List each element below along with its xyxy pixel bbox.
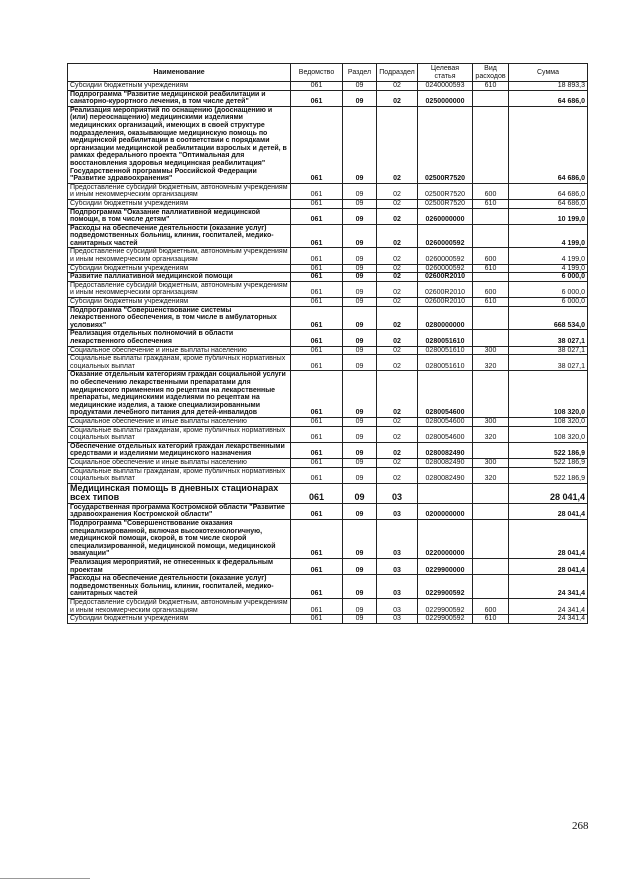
cell-dept: 061 xyxy=(291,483,343,503)
cell-name: Субсидии бюджетным учреждениям xyxy=(68,264,291,273)
header-kind: Вид расходов xyxy=(473,64,509,82)
cell-sum: 64 686,0 xyxy=(509,183,588,199)
table-row xyxy=(68,442,588,458)
cell-target xyxy=(418,483,473,503)
cell-subsection: 03 xyxy=(377,599,418,615)
cell-target: 0280051610 xyxy=(418,346,473,355)
cell-dept: 061 xyxy=(291,199,343,208)
cell-section: 09 xyxy=(343,224,377,248)
cell-dept: 061 xyxy=(291,90,343,106)
cell-name: Предоставление субсидий бюджетным, автономным учреждениям и иным некоммерческим организациям xyxy=(68,599,291,615)
cell-section: 09 xyxy=(343,306,377,330)
cell-subsection: 03 xyxy=(377,615,418,624)
cell-dept: 061 xyxy=(291,599,343,615)
cell-section: 09 xyxy=(343,442,377,458)
cell-sum: 108 320,0 xyxy=(509,417,588,426)
cell-sum: 24 341,4 xyxy=(509,615,588,624)
table-row xyxy=(68,199,588,208)
cell-target: 0260000592 xyxy=(418,264,473,273)
cell-kind: 600 xyxy=(473,599,509,615)
cell-target: 0280082490 xyxy=(418,458,473,467)
table-row xyxy=(68,417,588,426)
cell-target: 0260000000 xyxy=(418,208,473,224)
cell-dept: 061 xyxy=(291,615,343,624)
scan-mark xyxy=(0,878,90,879)
cell-target: 0260000592 xyxy=(418,224,473,248)
cell-section: 09 xyxy=(343,208,377,224)
cell-target: 0240000593 xyxy=(418,82,473,91)
table-row xyxy=(68,82,588,91)
cell-subsection: 02 xyxy=(377,208,418,224)
cell-name: Оказание отдельным категориям граждан социальной услуги по обеспечению лекарственными препаратами для медицинского применения по рецептам на лекарственные препараты, медицинскими изделиями по рецептам на медицинские изделия, а также специализированными продуктами лечебного питания для детей-инвалидов xyxy=(68,371,291,418)
cell-target: 0250000000 xyxy=(418,90,473,106)
table-row xyxy=(68,355,588,371)
cell-dept: 061 xyxy=(291,248,343,264)
cell-kind: 320 xyxy=(473,355,509,371)
cell-target: 0280082490 xyxy=(418,467,473,483)
cell-subsection: 03 xyxy=(377,575,418,599)
cell-dept: 061 xyxy=(291,520,343,559)
cell-dept: 061 xyxy=(291,208,343,224)
cell-sum: 6 000,0 xyxy=(509,273,588,282)
cell-name: Подпрограмма "Развитие медицинской реабилитации и санаторно-курортного лечения, в том числе детей" xyxy=(68,90,291,106)
cell-kind xyxy=(473,483,509,503)
cell-target: 0280054600 xyxy=(418,371,473,418)
cell-subsection: 02 xyxy=(377,298,418,307)
cell-name: Подпрограмма "Оказание паллиативной медицинской помощи, в том числе детям" xyxy=(68,208,291,224)
cell-sum: 4 199,0 xyxy=(509,248,588,264)
cell-subsection: 02 xyxy=(377,371,418,418)
cell-kind xyxy=(473,224,509,248)
cell-kind xyxy=(473,330,509,346)
cell-sum: 108 320,0 xyxy=(509,371,588,418)
table-row xyxy=(68,90,588,106)
cell-name: Подпрограмма "Совершенствование системы лекарственного обеспечения, в том числе в амбулаторных условиях" xyxy=(68,306,291,330)
cell-sum: 28 041,4 xyxy=(509,503,588,519)
cell-kind: 320 xyxy=(473,426,509,442)
cell-section: 09 xyxy=(343,346,377,355)
cell-section: 09 xyxy=(343,90,377,106)
cell-kind: 610 xyxy=(473,264,509,273)
cell-section: 09 xyxy=(343,183,377,199)
cell-sum: 522 186,9 xyxy=(509,458,588,467)
cell-subsection: 02 xyxy=(377,281,418,297)
table-row xyxy=(68,559,588,575)
cell-name: Предоставление субсидий бюджетным, автономным учреждениям и иным некоммерческим организациям xyxy=(68,281,291,297)
cell-name: Предоставление субсидий бюджетным, автономным учреждениям и иным некоммерческим организациям xyxy=(68,248,291,264)
cell-sum: 64 686,0 xyxy=(509,90,588,106)
table-row xyxy=(68,467,588,483)
cell-sum: 10 199,0 xyxy=(509,208,588,224)
cell-section: 09 xyxy=(343,273,377,282)
header-dept: Ведомство xyxy=(291,64,343,82)
cell-name: Развитие паллиативной медицинской помощи xyxy=(68,273,291,282)
cell-kind xyxy=(473,503,509,519)
header-sum: Сумма xyxy=(509,64,588,82)
cell-section: 09 xyxy=(343,248,377,264)
cell-dept: 061 xyxy=(291,281,343,297)
cell-subsection: 02 xyxy=(377,224,418,248)
cell-name: Социальное обеспечение и иные выплаты населению xyxy=(68,346,291,355)
cell-sum: 108 320,0 xyxy=(509,426,588,442)
cell-kind: 610 xyxy=(473,82,509,91)
cell-section: 09 xyxy=(343,467,377,483)
cell-section: 09 xyxy=(343,520,377,559)
table-row xyxy=(68,264,588,273)
cell-kind xyxy=(473,106,509,183)
cell-subsection: 02 xyxy=(377,467,418,483)
table-row xyxy=(68,575,588,599)
cell-kind: 600 xyxy=(473,183,509,199)
cell-section: 09 xyxy=(343,330,377,346)
cell-target: 02500R7520 xyxy=(418,106,473,183)
table-row xyxy=(68,306,588,330)
cell-subsection: 02 xyxy=(377,199,418,208)
cell-target: 0229900592 xyxy=(418,615,473,624)
cell-target: 02500R7520 xyxy=(418,183,473,199)
cell-subsection: 02 xyxy=(377,306,418,330)
cell-sum: 38 027,1 xyxy=(509,330,588,346)
cell-section: 09 xyxy=(343,281,377,297)
cell-section: 09 xyxy=(343,298,377,307)
cell-kind: 610 xyxy=(473,298,509,307)
table-row xyxy=(68,615,588,624)
table-row xyxy=(68,346,588,355)
table-row xyxy=(68,224,588,248)
table-body xyxy=(68,82,588,624)
cell-name: Государственная программа Костромской области "Развитие здравоохранения Костромской области" xyxy=(68,503,291,519)
cell-kind: 600 xyxy=(473,248,509,264)
cell-section: 09 xyxy=(343,417,377,426)
cell-name: Субсидии бюджетным учреждениям xyxy=(68,615,291,624)
cell-subsection: 02 xyxy=(377,355,418,371)
cell-target: 0229900592 xyxy=(418,575,473,599)
cell-kind xyxy=(473,520,509,559)
cell-section: 09 xyxy=(343,355,377,371)
table-row xyxy=(68,503,588,519)
cell-target: 0280000000 xyxy=(418,306,473,330)
cell-subsection: 02 xyxy=(377,417,418,426)
cell-kind xyxy=(473,575,509,599)
cell-name: Социальное обеспечение и иные выплаты населению xyxy=(68,417,291,426)
table-row xyxy=(68,520,588,559)
cell-name: Реализация отдельных полномочий в области лекарственного обеспечения xyxy=(68,330,291,346)
cell-dept: 061 xyxy=(291,306,343,330)
cell-kind xyxy=(473,559,509,575)
cell-dept: 061 xyxy=(291,355,343,371)
cell-section: 09 xyxy=(343,615,377,624)
cell-section: 09 xyxy=(343,458,377,467)
page-number: 268 xyxy=(572,820,589,832)
cell-name: Субсидии бюджетным учреждениям xyxy=(68,82,291,91)
cell-subsection: 03 xyxy=(377,503,418,519)
cell-name: Социальные выплаты гражданам, кроме публичных нормативных социальных выплат xyxy=(68,426,291,442)
cell-kind: 610 xyxy=(473,615,509,624)
cell-name: Медицинская помощь в дневных стационарах всех типов xyxy=(68,483,291,503)
cell-dept: 061 xyxy=(291,426,343,442)
cell-subsection: 02 xyxy=(377,442,418,458)
cell-kind: 300 xyxy=(473,417,509,426)
cell-dept: 061 xyxy=(291,371,343,418)
cell-subsection: 02 xyxy=(377,264,418,273)
cell-name: Социальные выплаты гражданам, кроме публичных нормативных социальных выплат xyxy=(68,467,291,483)
cell-name: Расходы на обеспечение деятельности (оказание услуг) подведомственных больниц, клиник, госпиталей, медико-санитарных частей xyxy=(68,224,291,248)
cell-section: 09 xyxy=(343,371,377,418)
cell-name: Предоставление субсидий бюджетным, автономным учреждениям и иным некоммерческим организациям xyxy=(68,183,291,199)
cell-kind xyxy=(473,273,509,282)
cell-sum: 522 186,9 xyxy=(509,442,588,458)
table-row xyxy=(68,106,588,183)
header-name: Наименование xyxy=(68,64,291,82)
table-row xyxy=(68,273,588,282)
cell-sum: 6 000,0 xyxy=(509,298,588,307)
cell-subsection: 02 xyxy=(377,273,418,282)
cell-dept: 061 xyxy=(291,106,343,183)
cell-target: 02600R2010 xyxy=(418,281,473,297)
cell-name: Подпрограмма "Совершенствование оказания специализированной, включая высокотехнологичную, медицинской помощи, скорой, в том числе скорой специализированной, медицинской помощи, медицинской эвакуации" xyxy=(68,520,291,559)
cell-kind: 320 xyxy=(473,467,509,483)
cell-sum: 28 041,4 xyxy=(509,483,588,503)
cell-target: 0229900000 xyxy=(418,559,473,575)
cell-dept: 061 xyxy=(291,224,343,248)
cell-kind: 610 xyxy=(473,199,509,208)
cell-sum: 28 041,4 xyxy=(509,520,588,559)
cell-subsection: 02 xyxy=(377,248,418,264)
table-row xyxy=(68,458,588,467)
cell-target: 0260000592 xyxy=(418,248,473,264)
cell-name: Расходы на обеспечение деятельности (оказание услуг) подведомственных больниц, клиник, госпиталей, медико-санитарных частей xyxy=(68,575,291,599)
cell-name: Обеспечение отдельных категорий граждан лекарственными средствами и изделиями медицинского назначения xyxy=(68,442,291,458)
cell-kind: 300 xyxy=(473,346,509,355)
cell-subsection: 02 xyxy=(377,458,418,467)
cell-sum: 38 027,1 xyxy=(509,355,588,371)
budget-table xyxy=(67,63,588,624)
cell-dept: 061 xyxy=(291,273,343,282)
cell-section: 09 xyxy=(343,575,377,599)
cell-subsection: 02 xyxy=(377,426,418,442)
cell-name: Реализация мероприятий, не отнесенных к федеральным проектам xyxy=(68,559,291,575)
cell-section: 09 xyxy=(343,599,377,615)
cell-target: 0280082490 xyxy=(418,442,473,458)
cell-section: 09 xyxy=(343,426,377,442)
cell-section: 09 xyxy=(343,559,377,575)
cell-target: 02500R7520 xyxy=(418,199,473,208)
cell-dept: 061 xyxy=(291,298,343,307)
cell-name: Социальные выплаты гражданам, кроме публичных нормативных социальных выплат xyxy=(68,355,291,371)
cell-dept: 061 xyxy=(291,503,343,519)
table-header-row xyxy=(68,64,588,82)
cell-dept: 061 xyxy=(291,417,343,426)
cell-sum: 24 341,4 xyxy=(509,575,588,599)
cell-sum: 38 027,1 xyxy=(509,346,588,355)
cell-section: 09 xyxy=(343,82,377,91)
header-section: Раздел xyxy=(343,64,377,82)
cell-section: 09 xyxy=(343,106,377,183)
cell-target: 0280054600 xyxy=(418,417,473,426)
cell-section: 09 xyxy=(343,264,377,273)
cell-kind xyxy=(473,90,509,106)
cell-sum: 24 341,4 xyxy=(509,599,588,615)
cell-dept: 061 xyxy=(291,330,343,346)
cell-subsection: 02 xyxy=(377,183,418,199)
cell-target: 0280054600 xyxy=(418,426,473,442)
cell-dept: 061 xyxy=(291,264,343,273)
cell-dept: 061 xyxy=(291,82,343,91)
header-subsection: Подраздел xyxy=(377,64,418,82)
table-row xyxy=(68,483,588,503)
header-target: Целевая статья xyxy=(418,64,473,82)
table-row xyxy=(68,426,588,442)
table-row xyxy=(68,208,588,224)
cell-kind xyxy=(473,208,509,224)
table-row xyxy=(68,599,588,615)
cell-target: 0220000000 xyxy=(418,520,473,559)
cell-subsection: 03 xyxy=(377,520,418,559)
cell-sum: 4 199,0 xyxy=(509,264,588,273)
cell-subsection: 03 xyxy=(377,559,418,575)
cell-name: Субсидии бюджетным учреждениям xyxy=(68,199,291,208)
cell-kind: 600 xyxy=(473,281,509,297)
table-row xyxy=(68,248,588,264)
cell-subsection: 02 xyxy=(377,346,418,355)
cell-target: 02600R2010 xyxy=(418,273,473,282)
cell-section: 09 xyxy=(343,483,377,503)
cell-subsection: 03 xyxy=(377,483,418,503)
cell-target: 0200000000 xyxy=(418,503,473,519)
budget-table-sheet xyxy=(67,63,587,624)
cell-kind xyxy=(473,371,509,418)
cell-sum: 64 686,0 xyxy=(509,106,588,183)
cell-name: Реализация мероприятий по оснащению (дооснащению и (или) переоснащению) медицинскими изделиями медицинских организаций, имеющих в своей структуре подразделения, оказывающие медицинскую помощь по медицинской реабилитации в соответствии с порядками организации медицинской реабилитации взрослых и детей, в рамках федерального проекта "Оптимальная для восстановления здоровья медицинская реабилитация" Государственной программы Российской Федерации "Развитие здравоохранения" xyxy=(68,106,291,183)
cell-section: 09 xyxy=(343,199,377,208)
cell-section: 09 xyxy=(343,503,377,519)
cell-subsection: 02 xyxy=(377,90,418,106)
cell-dept: 061 xyxy=(291,559,343,575)
cell-target: 0280051610 xyxy=(418,330,473,346)
cell-sum: 64 686,0 xyxy=(509,199,588,208)
cell-subsection: 02 xyxy=(377,82,418,91)
cell-dept: 061 xyxy=(291,467,343,483)
table-row xyxy=(68,183,588,199)
table-row xyxy=(68,298,588,307)
cell-target: 0280051610 xyxy=(418,355,473,371)
cell-kind xyxy=(473,442,509,458)
table-row xyxy=(68,371,588,418)
cell-dept: 061 xyxy=(291,346,343,355)
cell-sum: 668 534,0 xyxy=(509,306,588,330)
cell-sum: 6 000,0 xyxy=(509,281,588,297)
cell-sum: 18 893,3 xyxy=(509,82,588,91)
cell-dept: 061 xyxy=(291,575,343,599)
table-row xyxy=(68,281,588,297)
cell-sum: 522 186,9 xyxy=(509,467,588,483)
cell-dept: 061 xyxy=(291,458,343,467)
table-row xyxy=(68,330,588,346)
cell-dept: 061 xyxy=(291,442,343,458)
cell-kind xyxy=(473,306,509,330)
cell-sum: 4 199,0 xyxy=(509,224,588,248)
cell-subsection: 02 xyxy=(377,330,418,346)
cell-target: 02600R2010 xyxy=(418,298,473,307)
cell-name: Социальное обеспечение и иные выплаты населению xyxy=(68,458,291,467)
cell-subsection: 02 xyxy=(377,106,418,183)
cell-kind: 300 xyxy=(473,458,509,467)
cell-name: Субсидии бюджетным учреждениям xyxy=(68,298,291,307)
cell-target: 0229900592 xyxy=(418,599,473,615)
cell-sum: 28 041,4 xyxy=(509,559,588,575)
cell-dept: 061 xyxy=(291,183,343,199)
